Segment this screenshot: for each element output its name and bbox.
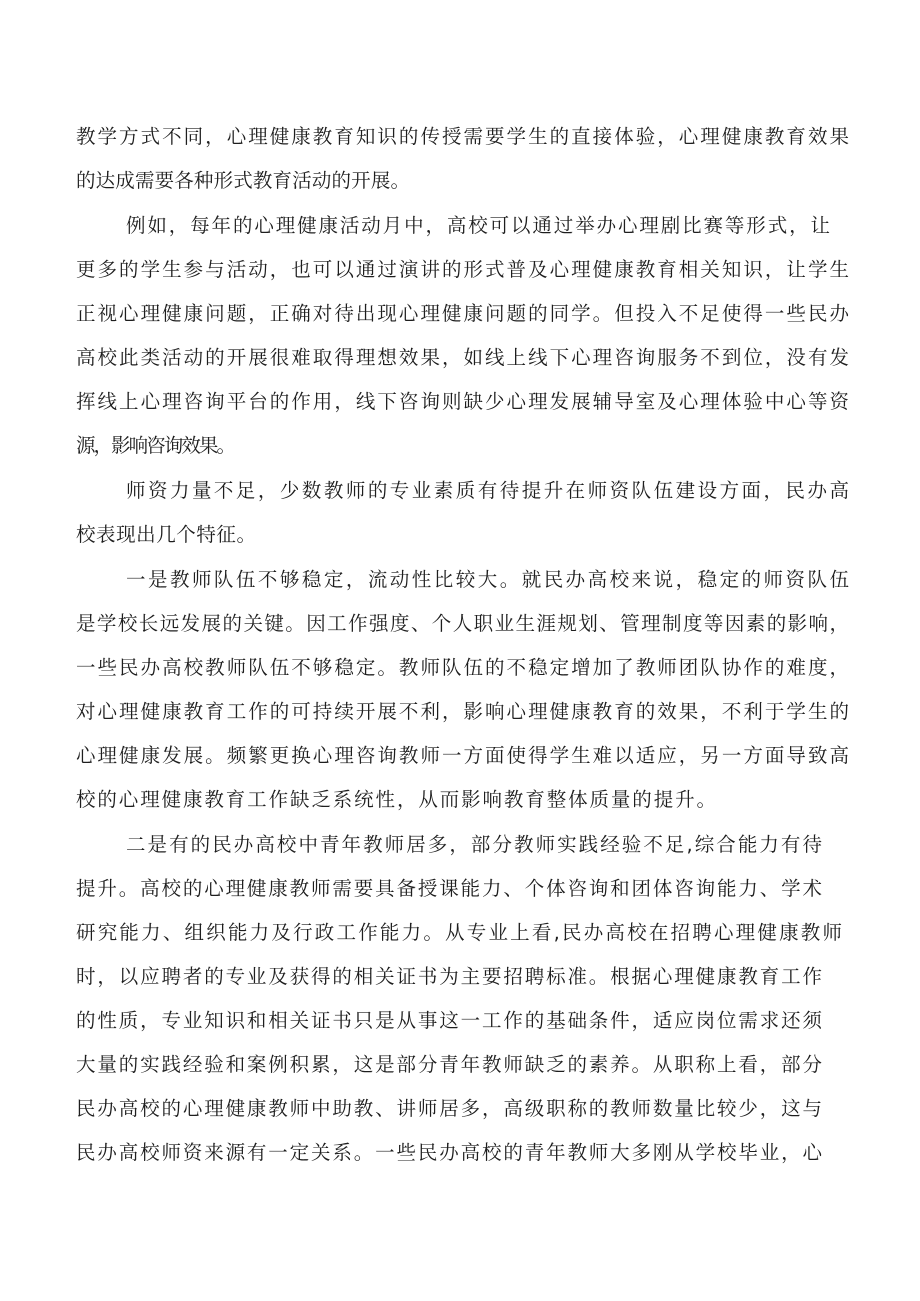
text-line: 时，以应聘者的专业及获得的相关证书为主要招聘标准。根据心理健康教育工作 bbox=[76, 965, 824, 988]
text-line: 一些民办高校教师队伍不够稳定。教师队伍的不稳定增加了教师团队协作的难度， bbox=[76, 656, 852, 679]
text-line: 的达成需要各种形式教育活动的开展。 bbox=[76, 169, 411, 192]
text-line: 校表现出几个特征。 bbox=[76, 523, 257, 546]
text-line: 校的心理健康教育工作缺乏系统性，从而影响教育整体质量的提升。 bbox=[76, 788, 718, 811]
text-line: 师资力量不足，少数教师的专业素质有待提升在师资队伍建设方面，民办高 bbox=[126, 479, 852, 502]
text-line: 提升。高校的心理健康教师需要具备授课能力、个体咨询和团体咨询能力、学术 bbox=[76, 877, 824, 900]
text-line: 更多的学生参与活动，也可以通过演讲的形式普及心理健康教育相关知识，让学生 bbox=[76, 258, 852, 281]
text-line: 例如，每年的心理健康活动月中，高校可以通过举办心理剧比赛等形式，让 bbox=[126, 214, 832, 237]
text-line: 大量的实践经验和案例积累，这是部分青年教师缺乏的素养。从职称上看，部分 bbox=[76, 1053, 824, 1076]
text-line: 的性质，专业知识和相关证书只是从事这一工作的基础条件，适应岗位需求还须 bbox=[76, 1009, 824, 1032]
text-line: 一是教师队伍不够稳定，流动性比较大。就民办高校来说，稳定的师资队伍 bbox=[126, 568, 852, 591]
text-line: 民办高校师资来源有一定关系。一些民办高校的青年教师大多刚从学校毕业，心 bbox=[76, 1141, 824, 1164]
text-line: 对心理健康教育工作的可持续开展不利，影响心理健康教育的效果，不利于学生的 bbox=[76, 700, 852, 723]
text-line: 正视心理健康问题，正确对待出现心理健康问题的同学。但投入不足使得一些民办 bbox=[76, 302, 852, 325]
text-line: 研究能力、组织能力及行政工作能力。从专业上看,民办高校在招聘心理健康教师 bbox=[76, 921, 845, 944]
text-line: 挥线上心理咨询平台的作用，线下咨询则缺少心理发展辅导室及心理体验中心等资 bbox=[76, 390, 852, 413]
text-line: 源，影响咨询效果。 bbox=[76, 434, 235, 457]
text-line: 高校此类活动的开展很难取得理想效果，如线上线下心理咨询服务不到位，没有发 bbox=[76, 346, 852, 369]
text-line: 教学方式不同，心理健康教育知识的传授需要学生的直接体验，心理健康教育效果 bbox=[76, 125, 852, 148]
text-line: 心理健康发展。频繁更换心理咨询教师一方面使得学生难以适应，另一方面导致高 bbox=[76, 744, 852, 767]
text-line: 二是有的民办高校中青年教师居多，部分教师实践经验不足,综合能力有待 bbox=[126, 833, 825, 856]
text-line: 是学校长远发展的关键。因工作强度、个人职业生涯规划、管理制度等因素的影响， bbox=[76, 612, 851, 635]
text-line: 民办高校的心理健康教师中助教、讲师居多，高级职称的教师数量比较少，这与 bbox=[76, 1097, 824, 1120]
